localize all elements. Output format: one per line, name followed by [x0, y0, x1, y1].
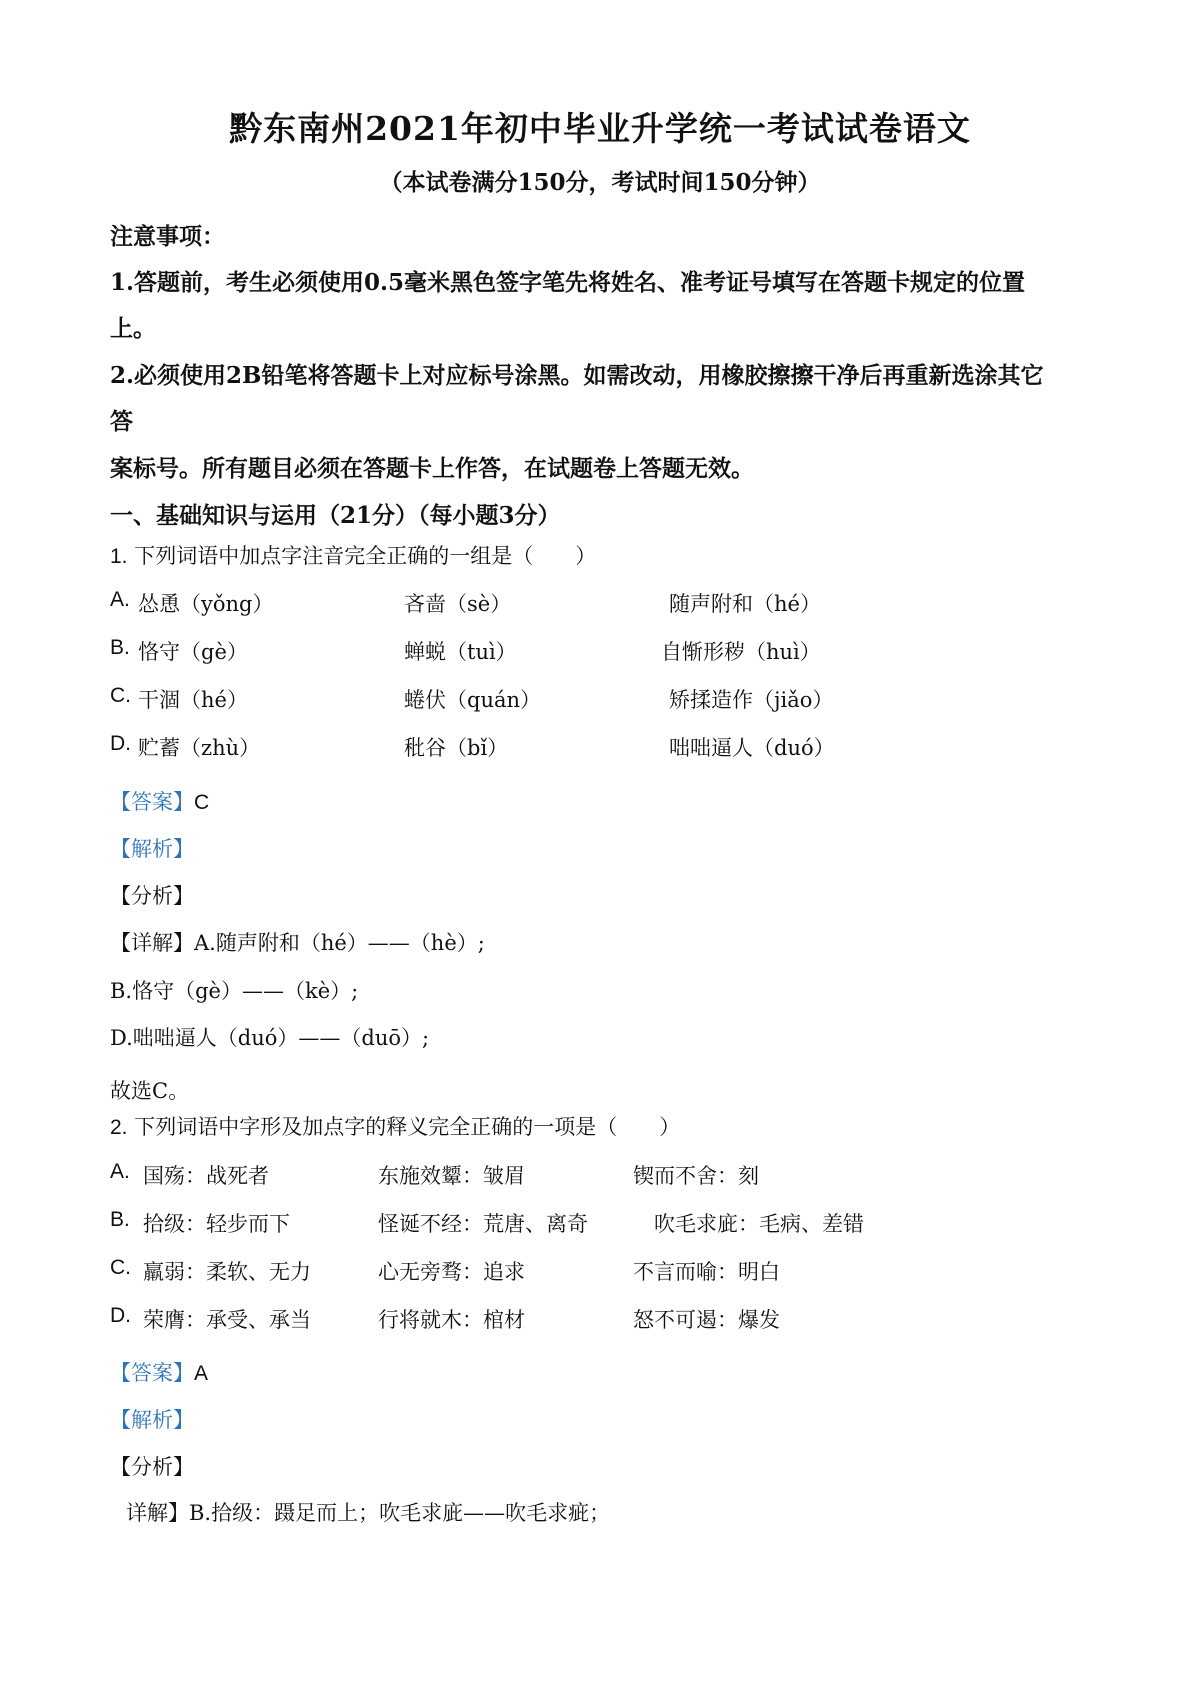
answer-line [110, 1357, 208, 1387]
option-word: 恪守（gè） [138, 640, 248, 664]
option-word: 羸弱：柔软、无力 [143, 1260, 311, 1284]
page-title: 黔东南州2021年初中毕业升学统一考试试卷语文 [229, 109, 971, 148]
option-letter: B. [110, 636, 130, 659]
analysis-label: 【解析】 [110, 837, 194, 861]
option-word: 拾级：轻步而下 [143, 1212, 290, 1236]
option-letter: A. [110, 588, 130, 611]
option-word: 心无旁骛：追求 [378, 1260, 525, 1284]
option-word: 国殇：战死者 [143, 1164, 269, 1188]
option-word: 咄咄逼人（duó） [669, 736, 835, 760]
answer-line [110, 786, 209, 816]
option-word: 荣膺：承受、承当 [143, 1308, 311, 1332]
option-word: 吹毛求庛：毛病、差错 [654, 1212, 864, 1236]
option-word: 秕谷（bǐ） [404, 736, 509, 760]
detail-line: 【详解】A.随声附和（hé）——（hè）; [110, 931, 485, 955]
option-word: 怒不可遏：爆发 [633, 1308, 780, 1332]
question-1-stem [110, 540, 596, 570]
notice-line-3: 案标号。所有题目必须在答题卡上作答，在试题卷上答题无效。 [110, 455, 754, 482]
option-word: 吝啬（sè） [404, 592, 512, 616]
question-number: 1. [110, 545, 128, 568]
detail-line: 详解】B.拾级：蹑足而上；吹毛求庛——吹毛求疵； [126, 1501, 611, 1525]
option-letter: D. [110, 1304, 131, 1327]
answer-label: 【答案】 [110, 790, 194, 814]
question-text: 下列词语中加点字注音完全正确的一组是（ ） [127, 544, 597, 568]
option-word: 干涸（hé） [138, 688, 248, 712]
notice-line-1: 1.答题前，考生必须使用0.5毫米黑色签字笔先将姓名、准考证号填写在答题卡规定的位置 [110, 269, 1026, 296]
section-heading: 一、基础知识与运用（21分）（每小题3分） [110, 502, 561, 529]
question-number: 2. [110, 1116, 128, 1139]
option-word: 不言而喻：明白 [633, 1260, 780, 1284]
notice-heading: 注意事项： [110, 223, 225, 250]
conclusion-line: 故选C。 [110, 1079, 190, 1103]
option-word: 怪诞不经：荒唐、离奇 [378, 1212, 588, 1236]
analysis-label: 【解析】 [110, 1408, 194, 1432]
answer-value: A [194, 1362, 209, 1385]
detail-line: D.咄咄逼人（duó）——（duō）; [110, 1026, 430, 1050]
option-letter: D. [110, 732, 131, 755]
question-2-stem [110, 1111, 680, 1141]
option-letter: A. [110, 1160, 130, 1183]
detail-line: B.恪守（gè）——（kè）; [110, 979, 359, 1003]
option-word: 蜷伏（quán） [404, 688, 542, 712]
notice-line-2-cont: 答 [110, 408, 133, 435]
option-letter: C. [110, 1256, 131, 1279]
option-word: 随声附和（hé） [669, 592, 821, 616]
option-word: 锲而不舍：刻 [633, 1164, 759, 1188]
fenxi-label: 【分析】 [110, 884, 194, 908]
fenxi-label: 【分析】 [110, 1455, 194, 1479]
option-letter: C. [110, 684, 131, 707]
page-subtitle: （本试卷满分150分，考试时间150分钟） [379, 169, 821, 196]
option-word: 行将就木：棺材 [378, 1308, 525, 1332]
option-letter: B. [110, 1208, 130, 1231]
notice-line-2: 2.必须使用2B铅笔将答题卡上对应标号涂黑。如需改动，用橡胶擦擦干净后再重新选涂其它 [110, 362, 1044, 389]
notice-line-1-cont: 上。 [110, 315, 156, 342]
question-text: 下列词语中字形及加点字的释义完全正确的一项是（ ） [127, 1115, 681, 1139]
option-word: 东施效颦：皱眉 [378, 1164, 525, 1188]
option-word: 矫揉造作（jiǎo） [669, 688, 834, 712]
option-word: 贮蓄（zhù） [138, 736, 261, 760]
answer-value: C [194, 791, 210, 814]
answer-label: 【答案】 [110, 1361, 194, 1385]
option-word: 自惭形秽（huì） [661, 640, 821, 664]
option-word: 蝉蜕（tuì） [404, 640, 517, 664]
option-word: 怂恿（yǒng） [138, 592, 274, 616]
